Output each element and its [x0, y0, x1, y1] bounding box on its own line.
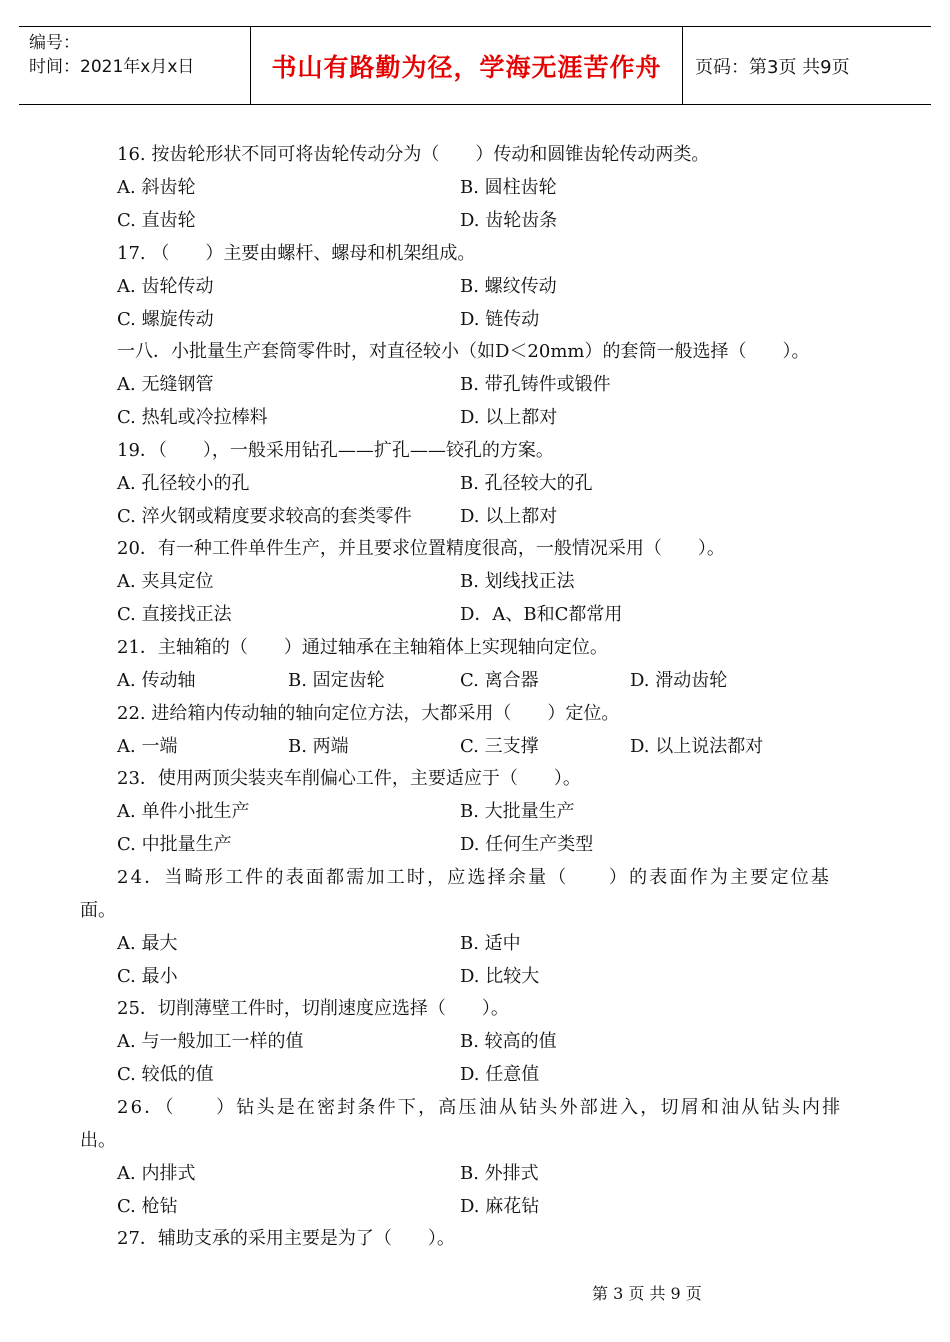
- question-22-option-c: C. 三支撑: [460, 736, 539, 757]
- question-20-option-b: B. 划线找正法: [460, 571, 575, 592]
- header-motto: 书山有路勤为径，学海无涯苦作舟: [251, 27, 683, 104]
- question-18-stem: 一八．小批量生产套筒零件时，对直径较小（如D＜20mm）的套筒一般选择（ ）。: [117, 341, 810, 362]
- question-20-option-c: C. 直接找正法: [117, 604, 232, 625]
- question-18-option-a: A. 无缝钢管: [117, 374, 214, 395]
- question-23-option-d: D. 任何生产类型: [460, 834, 594, 855]
- header-page-label: 页码：第3页 共9页: [695, 56, 850, 78]
- question-24-option-a: A. 最大: [117, 933, 178, 954]
- question-17-option-c: C. 螺旋传动: [117, 309, 214, 330]
- question-19-stem: 19．（ ），一般采用钻孔——扩孔——铰孔的方案。: [117, 440, 554, 461]
- question-24-stem-continued: 面。: [80, 900, 116, 921]
- question-17-option-d: D. 链传动: [460, 309, 540, 330]
- question-26-option-b: B. 外排式: [460, 1163, 539, 1184]
- question-23-option-a: A. 单件小批生产: [117, 801, 250, 822]
- question-25-option-a: A. 与一般加工一样的值: [117, 1031, 304, 1052]
- question-27-stem: 27．辅助支承的采用主要是为了（ ）。: [117, 1228, 455, 1249]
- question-25-option-b: B. 较高的值: [460, 1031, 557, 1052]
- question-25-option-d: D. 任意值: [460, 1064, 540, 1085]
- question-21-option-c: C. 离合器: [460, 670, 539, 691]
- question-23-option-c: C. 中批量生产: [117, 834, 232, 855]
- question-20-option-a: A. 夹具定位: [117, 571, 214, 592]
- question-22-option-a: A. 一端: [117, 736, 178, 757]
- date-label: 时间：2021年x月x日: [29, 57, 195, 77]
- question-21-option-b: B. 固定齿轮: [288, 670, 385, 691]
- question-16-option-a: A. 斜齿轮: [117, 177, 196, 198]
- question-22-option-b: B. 两端: [288, 736, 349, 757]
- question-19-option-d: D. 以上都对: [460, 506, 558, 527]
- question-24-option-c: C. 最小: [117, 966, 178, 987]
- question-20-stem: 20．有一种工件单件生产，并且要求位置精度很高，一般情况采用（ ）。: [117, 538, 725, 559]
- question-16-option-d: D. 齿轮齿条: [460, 210, 558, 231]
- question-18-option-c: C. 热轧或冷拉棒料: [117, 407, 268, 428]
- question-26-option-d: D. 麻花钻: [460, 1196, 540, 1217]
- question-16-stem: 16. 按齿轮形状不同可将齿轮传动分为（ ）传动和圆锥齿轮传动两类。: [117, 144, 710, 165]
- page-footer: 第 3 页 共 9 页: [592, 1284, 702, 1303]
- question-18-option-b: B. 带孔铸件或锻件: [460, 374, 611, 395]
- question-25-stem: 25．切削薄壁工件时，切削速度应选择（ ）。: [117, 998, 509, 1019]
- question-21-option-d: D. 滑动齿轮: [630, 670, 728, 691]
- question-18-option-d: D. 以上都对: [460, 407, 558, 428]
- question-22-option-d: D. 以上说法都对: [630, 736, 764, 757]
- question-26-option-c: C. 枪钻: [117, 1196, 178, 1217]
- question-24-stem: 24．当畸形工件的表面都需加工时，应选择余量（ ）的表面作为主要定位基: [117, 867, 832, 888]
- question-26-stem-continued: 出。: [80, 1130, 116, 1151]
- question-17-stem: 17. （ ）主要由螺杆、螺母和机架组成。: [117, 243, 476, 264]
- question-16-option-c: C. 直齿轮: [117, 210, 196, 231]
- question-23-option-b: B. 大批量生产: [460, 801, 575, 822]
- question-24-option-d: D. 比较大: [460, 966, 540, 987]
- question-21-stem: 21．主轴箱的（ ）通过轴承在主轴箱体上实现轴向定位。: [117, 637, 608, 658]
- question-25-option-c: C. 较低的值: [117, 1064, 214, 1085]
- question-23-stem: 23．使用两顶尖装夹车削偏心工件，主要适应于（ ）。: [117, 768, 581, 789]
- question-26-stem: 26．（ ）钻头是在密封条件下，高压油从钻头外部进入，切屑和油从钻头内排: [117, 1097, 843, 1118]
- page-header: [19, 26, 931, 105]
- question-24-option-b: B. 适中: [460, 933, 521, 954]
- question-19-option-b: B. 孔径较大的孔: [460, 473, 593, 494]
- question-17-option-a: A. 齿轮传动: [117, 276, 214, 297]
- question-19-option-c: C. 淬火钢或精度要求较高的套类零件: [117, 506, 412, 527]
- question-26-option-a: A. 内排式: [117, 1163, 196, 1184]
- header-meta: [19, 27, 251, 104]
- question-20-option-d: D．A、B和C都常用: [460, 604, 623, 625]
- question-22-stem: 22. 进给箱内传动轴的轴向定位方法，大都采用（ ）定位。: [117, 703, 620, 724]
- serial-label: 编号：: [29, 33, 80, 53]
- question-16-option-b: B. 圆柱齿轮: [460, 177, 557, 198]
- question-17-option-b: B. 螺纹传动: [460, 276, 557, 297]
- question-19-option-a: A. 孔径较小的孔: [117, 473, 250, 494]
- question-21-option-a: A. 传动轴: [117, 670, 196, 691]
